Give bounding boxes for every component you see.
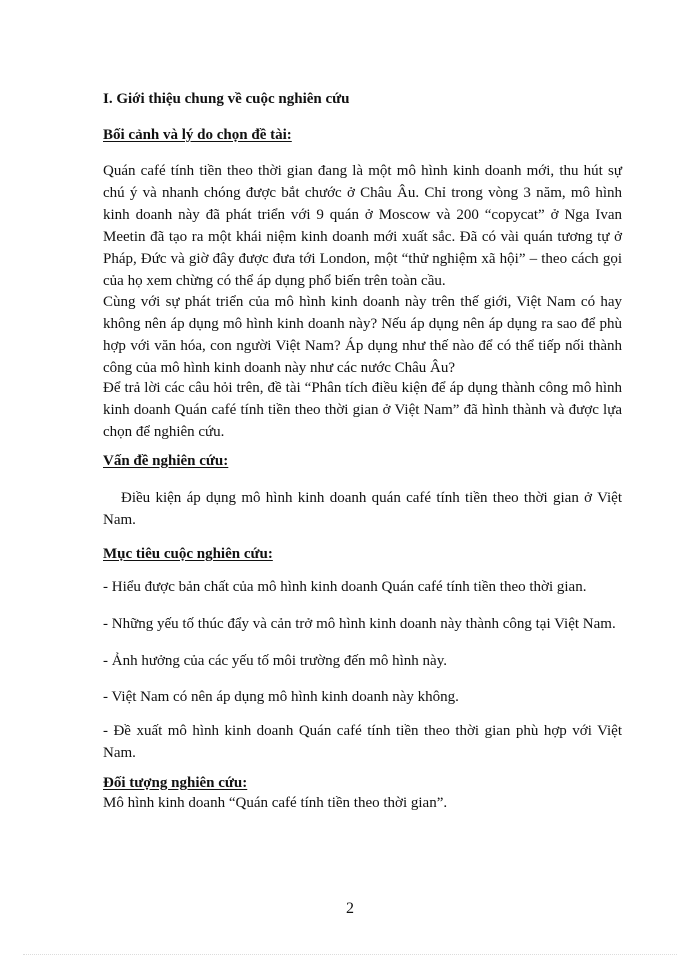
subject-heading: Đối tượng nghiên cứu: (103, 775, 248, 791)
problem-heading: Vấn đề nghiên cứu: (103, 453, 229, 469)
background-paragraph-1: Quán café tính tiền theo thời gian đang là một mô hình kinh doanh mới, thu hút sự chú ý và nhanh chóng được bắt chước ở Châu Âu. Chỉ trong vòng 3 năm, mô hình kinh doanh này đã phát triển với 9 quán ở Moscow và 200 “copycat” ở Nga Ivan Meetin đã tạo ra một khái niệm kinh doanh mới xuất sắc. Đã có vài quán tương tự ở Pháp, Đức và giờ đây được đưa tới London, một “thử nghiệm xã hội” – theo cách gọi của họ xem chừng có thể áp dụng phổ biến trên toàn cầu. (103, 163, 622, 289)
page-bottom-divider (23, 954, 677, 955)
background-paragraph-3: Để trả lời các câu hỏi trên, đề tài “Phân tích điều kiện để áp dụng thành công mô hình kinh doanh Quán café tính tiền theo thời gian ở Việt Nam” đã hình thành và được lựa chọn để nghiên cứu. (103, 380, 622, 440)
background-paragraph-2: Cùng với sự phát triển của mô hình kinh doanh này trên thế giới, Việt Nam có hay không nên áp dụng mô hình kinh doanh này? Nếu áp dụng nên áp dụng ra sao để phù hợp với văn hóa, con người Việt Nam? Áp dụng như thế nào để có thể tiếp nối thành công của mô hình kinh doanh này như các nước Châu Âu? (103, 294, 622, 376)
objectives-heading: Mục tiêu cuộc nghiên cứu: (103, 546, 273, 562)
objective-item-5: - Đề xuất mô hình kinh doanh Quán café tính tiền theo thời gian phù hợp với Việt Nam. (103, 723, 622, 761)
objective-item-3: - Ảnh hưởng của các yếu tố môi trường đến mô hình này. (103, 653, 447, 669)
section-title: I. Giới thiệu chung về cuộc nghiên cứu (103, 91, 350, 107)
objective-item-4: - Việt Nam có nên áp dụng mô hình kinh doanh này không. (103, 689, 459, 705)
objective-item-1: - Hiểu được bản chất của mô hình kinh doanh Quán café tính tiền theo thời gian. (103, 579, 587, 595)
objective-item-2: - Những yếu tố thúc đẩy và cản trở mô hình kinh doanh này thành công tại Việt Nam. (103, 616, 616, 632)
problem-text: Điều kiện áp dụng mô hình kinh doanh quán café tính tiền theo thời gian ở Việt Nam. (103, 490, 622, 528)
subject-text: Mô hình kinh doanh “Quán café tính tiền theo thời gian”. (103, 795, 448, 811)
background-heading: Bối cảnh và lý do chọn đề tài: (103, 127, 292, 143)
page-number: 2 (346, 900, 354, 917)
